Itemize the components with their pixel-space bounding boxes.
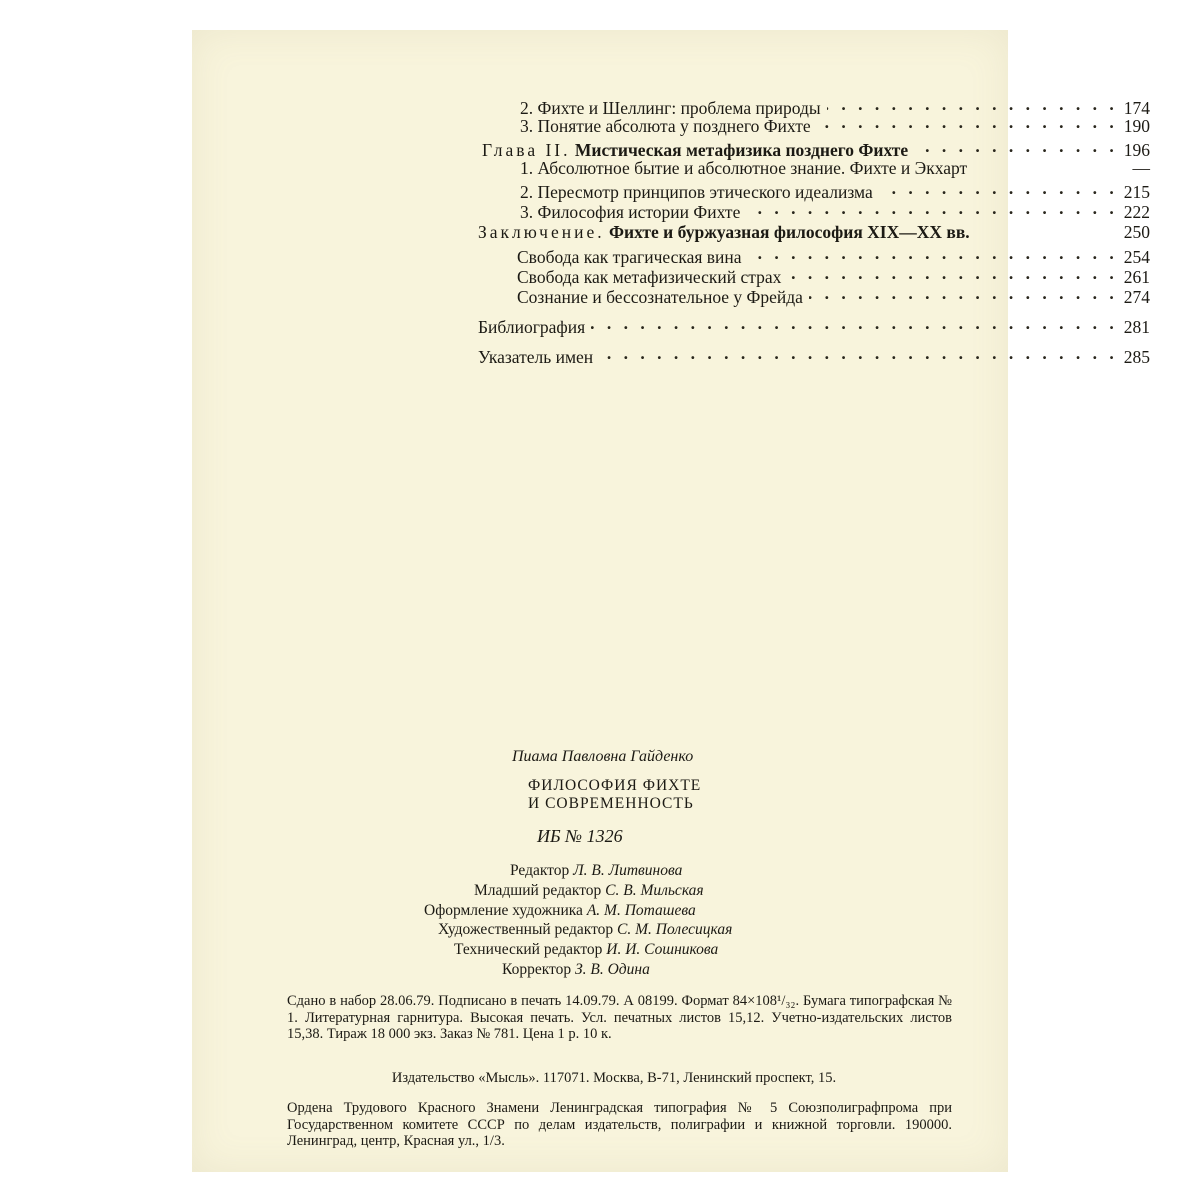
toc-entry [517,243,1150,267]
toc-chapter-entry [478,222,1150,242]
author-name: Пиама Павловна Гайденко [512,748,694,765]
toc-entry-title: 2. Пересмотр принципов этического идеализма [520,182,873,202]
dot-leader [591,313,1118,333]
toc-page-number: 174 [1123,98,1150,118]
toc-entry-title: Глава II. Мистическая метафизика позднего Фихте [482,140,909,160]
toc-entry-title: Сознание и бессознательное у Фрейда [517,287,803,307]
toc-entry-title: Заключение. Фихте и буржуазная философия XIX—XX вв. [478,222,970,242]
toc-entry [517,263,1150,287]
staff-line: Художественный редактор С. М. Полесицкая [438,921,733,938]
toc-entry-title: Свобода как метафизический страх [517,267,782,287]
toc-page-number: 196 [1123,140,1150,160]
dot-leader [746,198,1117,218]
dot-leader [827,94,1118,114]
toc-entry-title: 1. Абсолютное бытие и абсолютное знание. Фихте и Экхарт [520,158,968,178]
toc-entry-bibliography [478,313,1150,337]
dot-leader [809,283,1118,303]
toc-entry-title: 3. Философия истории Фихте [520,202,741,222]
dot-leader [914,136,1118,156]
toc-page-number: 274 [1123,287,1150,307]
book-title-line-1: ФИЛОСОФИЯ ФИХТЕ [528,777,702,794]
toc-entry [520,198,1150,222]
staff-line: Технический редактор И. И. Сошникова [454,941,719,958]
toc-entry-title: 3. Понятие абсолюта у позднего Фихте [520,116,811,136]
toc-entry-title: Указатель имен [478,347,594,367]
publisher-address: Издательство «Мысль». 117071. Москва, В-71, Ленинский проспект, 15. [391,1070,837,1086]
toc-page-number: 190 [1123,116,1150,136]
staff-line: Корректор З. В. Одина [502,961,650,978]
dot-leader [748,243,1118,263]
toc-page-number: 250 [1123,222,1150,242]
ib-number: ИБ № 1326 [537,826,623,846]
toc-page-number: 285 [1123,347,1150,367]
dot-leader [879,178,1118,198]
book-title-line-2: И СОВРЕМЕННОСТЬ [528,795,694,812]
dot-leader [817,112,1118,132]
print-details: Сдано в набор 28.06.79. Подписано в печать 14.09.79. А 08199. Формат 84×108¹/₃₂. Бумага типографская № 1. Литературная гарнитура. Высокая печать. Усл. печатных листов 15,12. Учетно-издательских листов 15,38. Тираж 18 000 экз. Заказ № 781. Цена 1 р. 10 к. [287,993,952,1042]
toc-entry [520,158,1150,178]
toc-entry [520,178,1150,202]
toc-entry [520,94,1150,118]
staff-line: Младший редактор С. В. Мильская [474,882,704,899]
toc-entry [520,112,1150,136]
toc-page-number: 215 [1123,182,1150,202]
dot-leader [787,263,1117,283]
toc-entry-title: 2. Фихте и Шеллинг: проблема природы [520,98,821,118]
toc-entry-title: Библиография [478,317,586,337]
printer-details: Ордена Трудового Красного Знамени Ленинградская типография № 5 Союзполиграфпрома при Государственном комитете СССР по делам издательств, полиграфии и книжной торговли. 190000. Ленинград, центр, Красная ул., 1/3. [287,1100,952,1149]
book-page [192,30,1150,1172]
toc-entry-title: Свобода как трагическая вина [517,247,742,267]
dot-leader [599,343,1118,363]
toc-page-number: 254 [1123,247,1150,267]
toc-entry-index [478,343,1150,367]
toc-page-number: 222 [1123,202,1150,222]
toc-chapter-entry [482,136,1150,160]
toc-entry [517,283,1150,307]
toc-page-number: 281 [1123,317,1150,337]
toc-page-number: — [1132,158,1150,178]
toc-page-number: 261 [1123,267,1150,287]
staff-line: Редактор Л. В. Литвинова [510,862,683,879]
staff-line: Оформление художника А. М. Поташева [424,902,696,919]
